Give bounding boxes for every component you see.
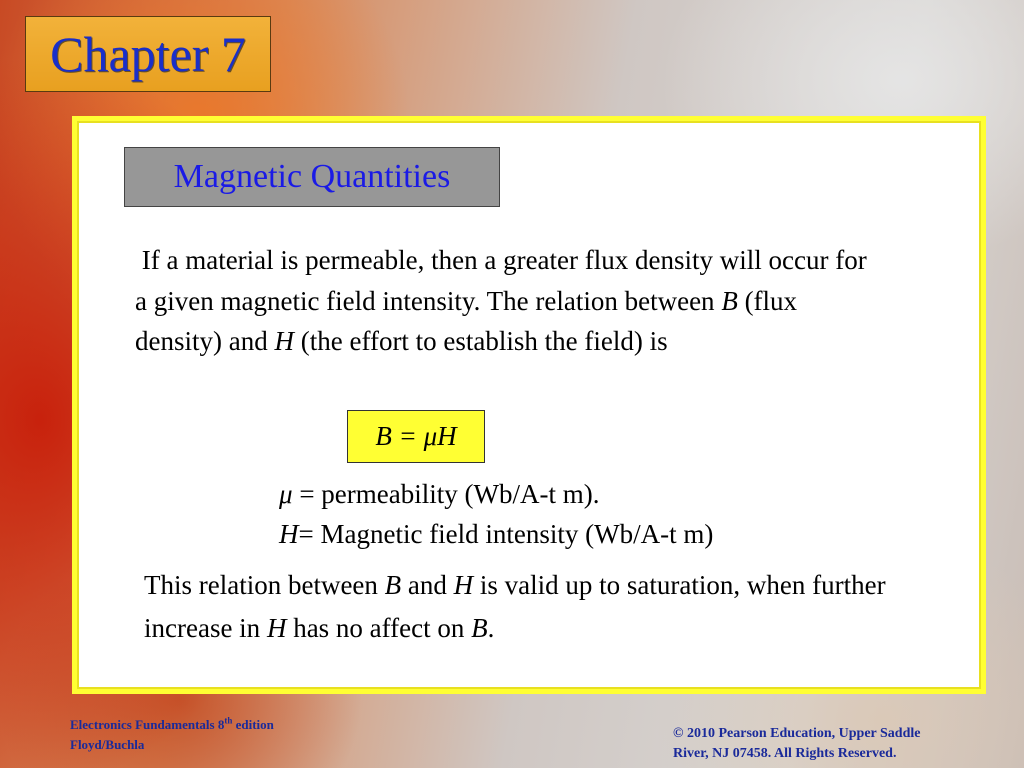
note-symbol-b2: B <box>471 613 488 643</box>
symbol-b: B <box>721 285 738 316</box>
copyright-line-1: © 2010 Pearson Education, Upper Saddle <box>673 726 921 741</box>
note-text-5: . <box>487 613 495 643</box>
note-text-2: and <box>401 570 454 600</box>
definition-h <box>279 514 713 554</box>
definition-text-h: = Magnetic field intensity (Wb/A-t m) <box>298 519 714 549</box>
chapter-label-box <box>25 16 271 92</box>
formula: B = μH <box>375 421 457 451</box>
definition-mu <box>279 474 713 514</box>
note-text-3: is valid up to saturation, when further increase in <box>144 570 886 643</box>
intro-text-2: (flux density) and <box>135 285 798 356</box>
definition-symbol-h: H <box>279 519 299 549</box>
footer-book-title <box>70 715 274 735</box>
footer-book-sup: th <box>224 715 233 726</box>
formula-box <box>347 410 485 463</box>
definition-symbol-mu: μ <box>279 479 293 509</box>
footer-authors: Floyd/Buchla <box>70 737 145 752</box>
intro-text-3: (the effort to establish the field) is <box>293 326 668 356</box>
chapter-label: Chapter 7 <box>50 26 246 82</box>
content-panel <box>77 121 981 689</box>
intro-paragraph <box>135 240 885 362</box>
note-symbol-h1: H <box>453 570 474 600</box>
footer-book-suffix: edition <box>232 717 274 732</box>
note-symbol-b1: B <box>384 570 402 600</box>
footer-book-info <box>70 715 274 755</box>
note-text-1: This relation between <box>144 570 385 600</box>
saturation-note <box>144 564 924 650</box>
definitions-list <box>279 474 713 554</box>
slide-title: Magnetic Quantities <box>173 158 451 195</box>
content-frame <box>72 116 986 694</box>
definition-text-mu: = permeability (Wb/A-t m). <box>299 479 600 509</box>
slide-title-box <box>124 147 500 207</box>
copyright-line-2: River, NJ 07458. All Rights Reserved. <box>673 746 897 761</box>
intro-text-1: If a material is permeable, then a greater flux density will occur for a given magnetic field intensity. The relation between <box>135 245 867 316</box>
symbol-h: H <box>274 326 294 356</box>
note-symbol-h2: H <box>266 613 287 643</box>
footer-book-prefix: Electronics Fundamentals 8 <box>70 717 225 732</box>
footer-copyright <box>673 724 920 764</box>
note-text-4: has no affect on <box>286 613 472 643</box>
